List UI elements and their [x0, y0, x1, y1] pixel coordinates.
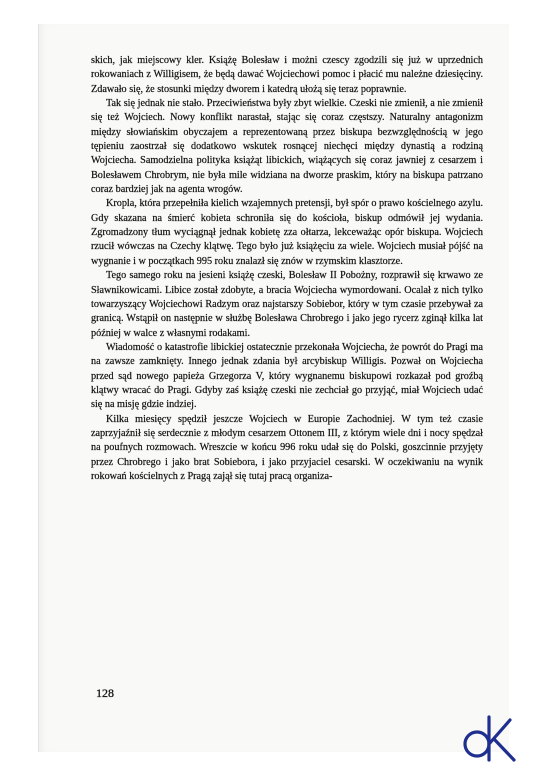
- book-page: [38, 24, 509, 752]
- paragraph-4: Tego samego roku na jesieni książę czeski, Bolesław II Pobożny, rozprawił się krwawo ze Sławnikowicami. Libice został zdobyte, a bracia Wojciecha wymordowani. Ocalał z nich tylko towarzyszący Wojciechowi Radzym oraz najstarszy Sobiebor, który w tym czasie przebywał za granicą. Wstąpił on następnie w służbę Bolesława Chrobrego i jako jego rycerz zginął kilka lat później w walce z własnymi rodakami.: [91, 270, 483, 339]
- paragraph-6: Kilka miesięcy spędził jeszcze Wojciech w Europie Zachodniej. W tym też czasie zaprzyjaźnił się serdecznie z młodym cesarzem Ottonem III, z którym wiele dni i nocy spędzał na poufnych rozmowach. Wreszcie w końcu 996 roku udał się do Polski, goszcinnie przyjęty przez Chrobrego i jako brat Sobiebora, i jako przyjaciel cesarski. W oczekiwaniu na wynik rokowań kościelnych z Pragą zajął się tutaj pracą organiza-: [91, 413, 483, 482]
- dk-logo: [460, 714, 518, 764]
- paragraph-2: Tak się jednak nie stało. Przeciwieństwa były zbyt wielkie. Czeski nie zmienił, a nie zmienił się też Wojciech. Nowy konflikt narastał, stając się coraz częstszy. Naturalny antagonizm między słowiańskim obyczajem a reprezentowaną przez biskupa bezwzględnością w jego tępieniu zaostrzał się dodatkowo wskutek rosnącej niechęci między dynastią a rodziną Wojciecha. Samodzielna polityka książąt libickich, wiążących się coraz jawniej z cesarzem i Bolesławem Chrobrym, nie była mile widziana na dworze praskim, który na biskupa patrzano coraz bardziej jak na agenta wrogów.: [91, 98, 483, 196]
- paragraph-1: skich, jak miejscowy kler. Książę Bolesław i możni czescy zgodzili się już w uprzednich rokowaniach z Willigisem, że będą dawać Wojciechowi pomoc i płacić mu należne dziesięciny. Zdawało się, że stosunki między dworem i katedrą ułożą się teraz poprawnie.: [91, 55, 483, 95]
- page-number: 128: [96, 686, 114, 700]
- paragraph-3: Kropla, która przepełniła kielich wzajemnych pretensji, był spór o prawo kościelnego azylu. Gdy skazana na śmierć kobieta schroniła się do kościoła, biskup odmówił jej wydania. Zgromadzony tłum wyciągnął jednak kobietę zza ołtarza, lekceważąc opór biskupa. Wojciech rzucił wówczas na Czechy klątwę. Tego było już książęciu za wiele. Wojciech musiał pójść na wygnanie i w początkach 995 roku znalazł się znów w rzymskim klasztorze.: [91, 198, 483, 267]
- paragraph-5: Wiadomość o katastrofie libickiej ostatecznie przekonała Wojciecha, że powrót do Pragi ma na zawsze zamknięty. Innego jednak zdania był arcybiskup Willigis. Pozwał on Wojciecha przed sąd nowego papieża Grzegorza V, który wygnanemu biskupowi rozkazał pod groźbą klątwy wracać do Pragi. Gdyby zaś książę czeski nie zechciał go przyjąć, miał Wojciech udać się na misję gdzie indziej.: [91, 341, 483, 411]
- body-text: [91, 54, 483, 484]
